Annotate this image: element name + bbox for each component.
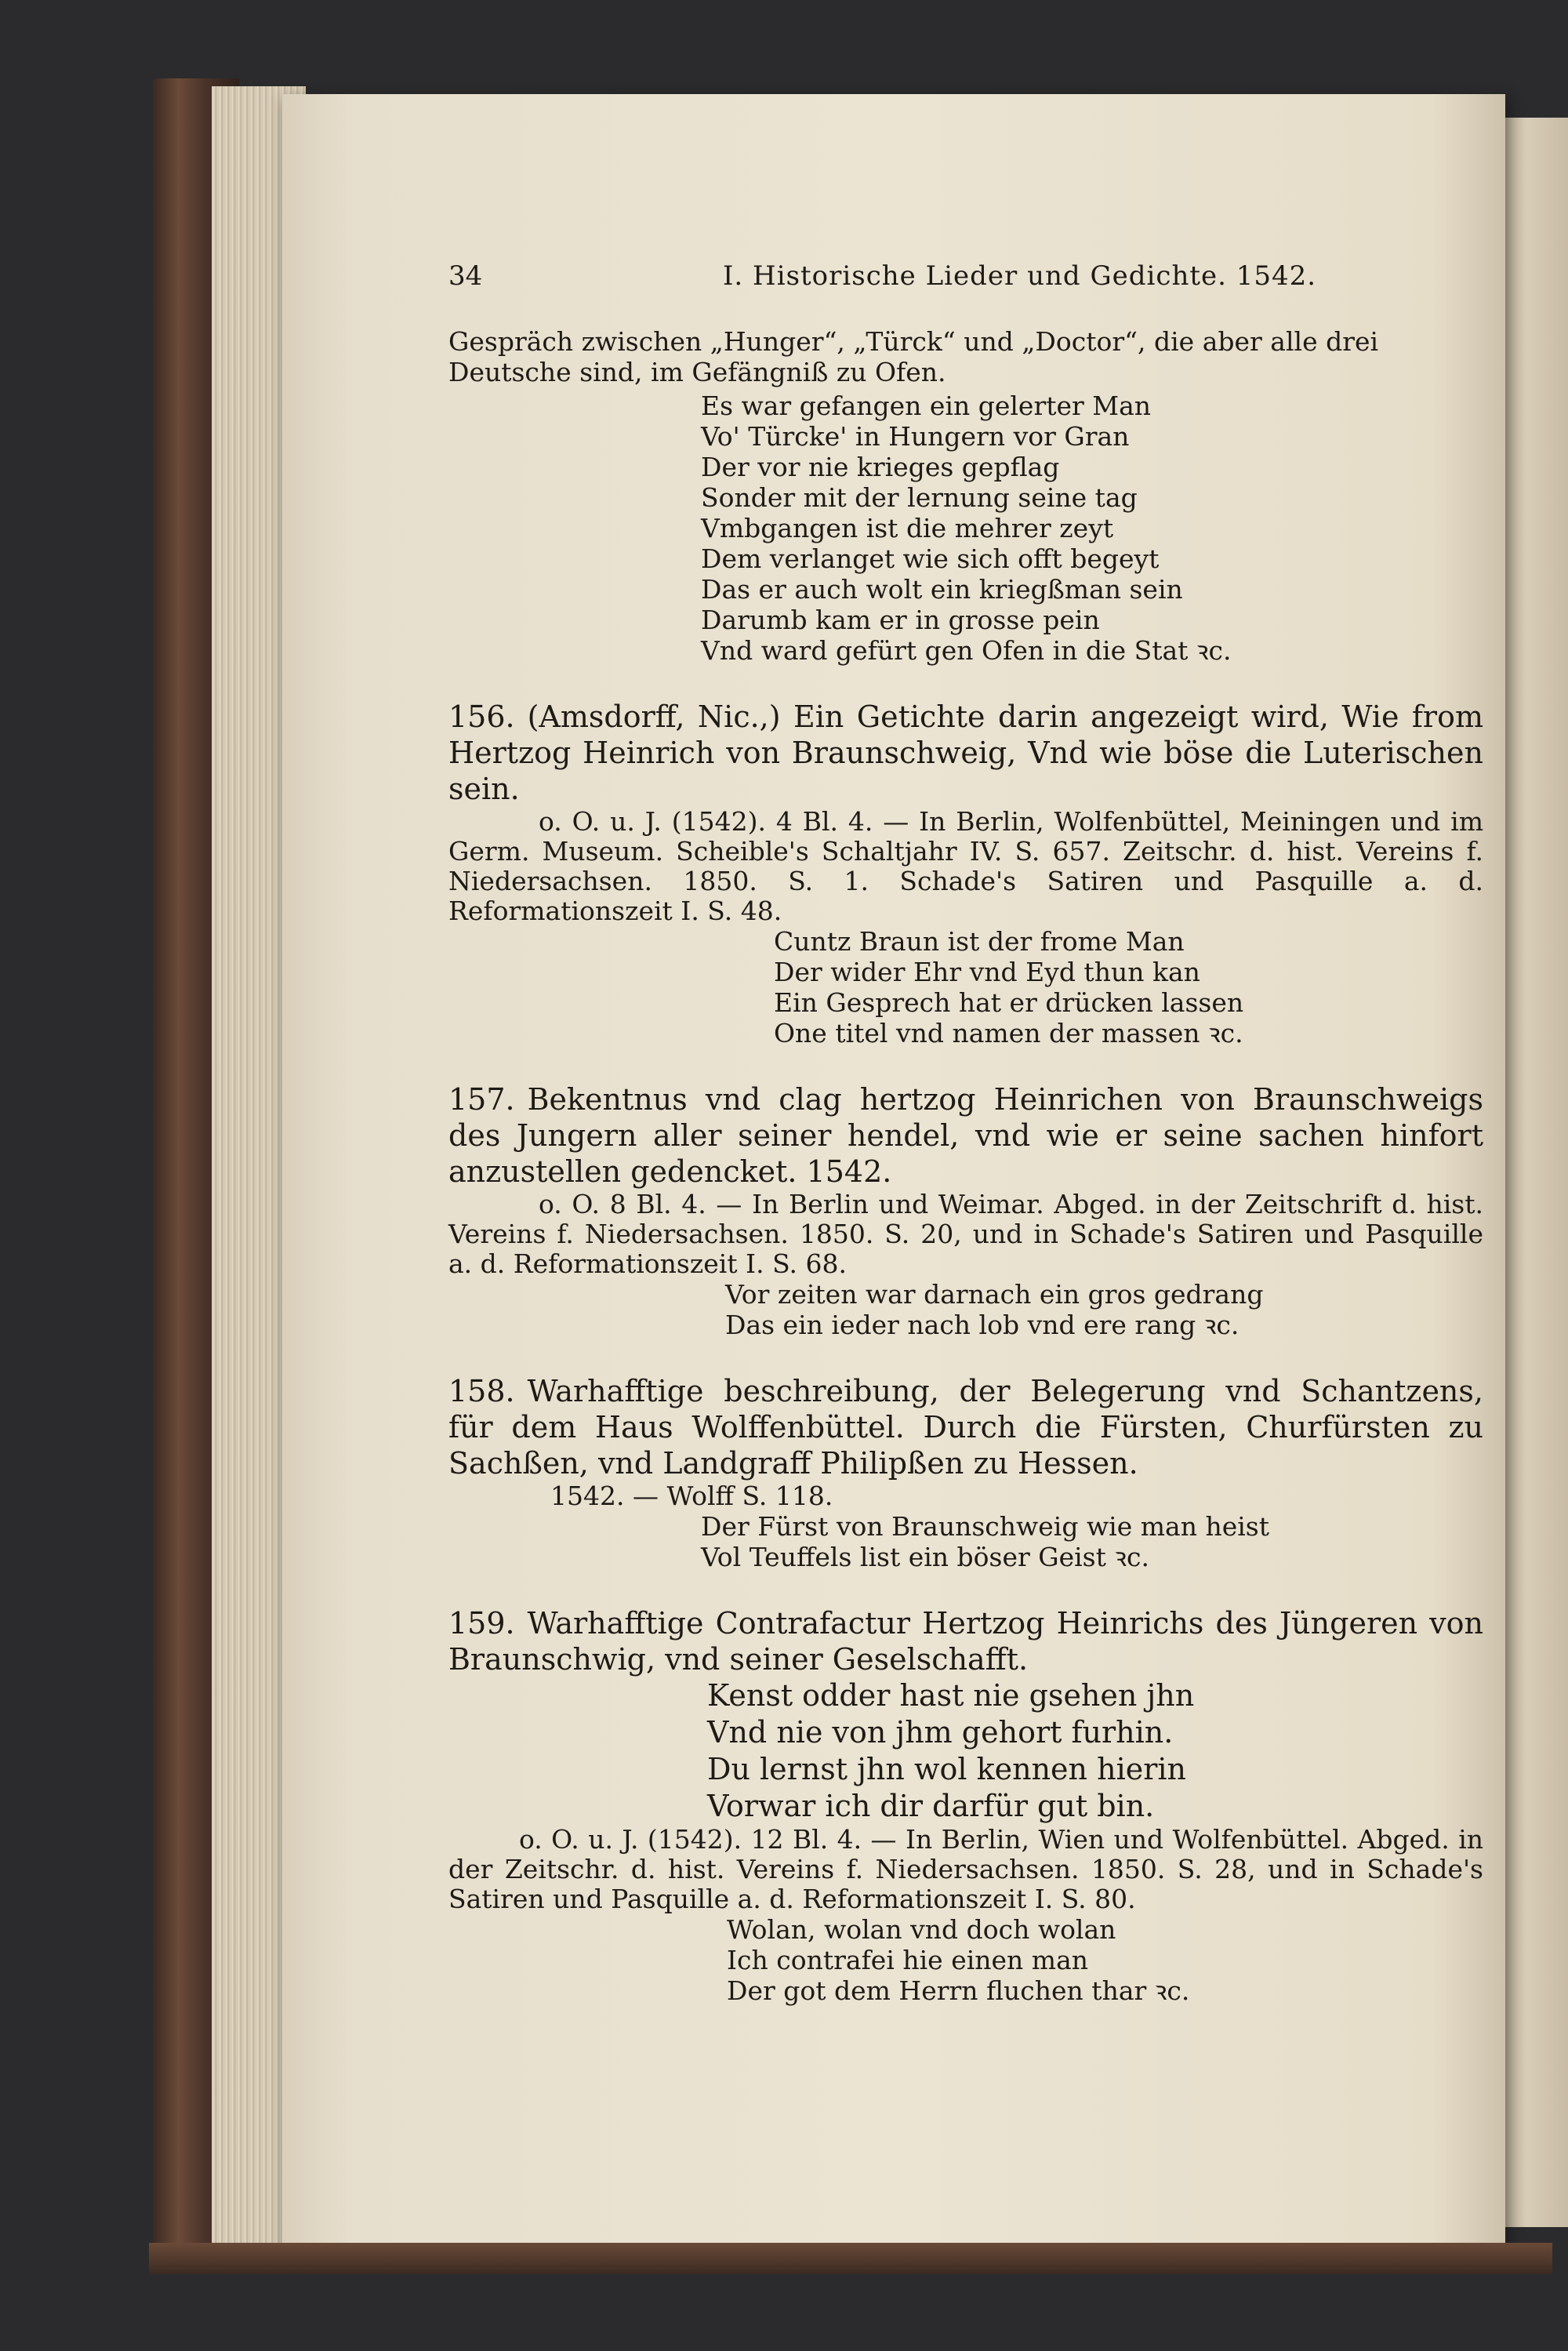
entry-verses [448, 1511, 1483, 1572]
page-number: 34 [448, 260, 483, 292]
verse-line: Ich contrafei hie einen man [727, 1945, 1089, 1975]
page-header [448, 260, 1483, 292]
entry-number: 158. [448, 1374, 515, 1408]
entry-bibliography: o. O. 8 Bl. 4. — In Berlin und Weimar. Abged. in der Zeitschrift d. hist. Vereins f. Niedersachsen. 1850. S. 20, und in Schade's Satiren und Pasquille a. d. Reformationszeit I. S. 68. [448, 1189, 1483, 1279]
entry-verses [448, 1914, 1483, 2006]
entry-157 [448, 1081, 1483, 1340]
entry-number: 156. [448, 699, 515, 734]
verse-line: Vmbgangen ist die mehrer zeyt [701, 513, 1114, 543]
entry-bibliography: o. O. u. J. (1542). 4 Bl. 4. — In Berlin, Wolfenbüttel, Meiningen und im Germ. Museum. Scheible's Schaltjahr IV. S. 657. Zeitschr. d. hist. Vereins f. Niedersachsen. 1850. S. 1. Schade's Satiren und Pasquille a. d. Reformationszeit I. S. 48. [448, 806, 1483, 926]
intro-text: Gespräch zwischen „Hunger“, „Türck“ und „Doctor“, die aber alle drei Deutsche sind, im Gefängniß zu Ofen. [448, 326, 1379, 387]
entry-title-text: (Amsdorff, Nic.,) Ein Getichte darin angezeigt wird, Wie from Hertzog Heinrich von Braunschweig, Vnd wie böse die Luterischen sein. [448, 699, 1483, 806]
verse-line: Ein Gesprech hat er drücken lassen [774, 987, 1244, 1018]
entry-verses [448, 1279, 1483, 1340]
verse-line: Der wider Ehr vnd Eyd thun kan [774, 957, 1200, 987]
page-content [448, 260, 1483, 2006]
entry-verses [448, 926, 1483, 1048]
entry-title [448, 1373, 1483, 1481]
verse-line: Darumb kam er in grosse pein [701, 605, 1100, 635]
title-verses [448, 1677, 1483, 1825]
verse-line: Es war gefangen ein gelerter Man [701, 391, 1152, 421]
verse-line: Wolan, wolan vnd doch wolan [727, 1914, 1116, 1945]
verse-line: Vnd ward gefürt gen Ofen in die Stat ꝛc. [701, 635, 1232, 666]
entry-number: 157. [448, 1082, 515, 1117]
verse-line: Du lernst jhn wol kennen hierin [707, 1752, 1187, 1786]
entry-title [448, 1605, 1483, 1677]
entry-title-text: Warhafftige Contrafactur Hertzog Heinrichs des Jüngeren von Braunschwig, vnd seiner Geselschafft. [448, 1606, 1483, 1677]
entry-158 [448, 1373, 1483, 1572]
verse-line: Dem verlanget wie sich offt begeyt [701, 543, 1160, 574]
verse-line: Vnd nie von jhm gehort furhin. [707, 1715, 1174, 1750]
intro-verses [448, 391, 1483, 666]
verse-line: Vol Teuffels list ein böser Geist ꝛc. [701, 1542, 1149, 1572]
verse-line: Das ein ieder nach lob vnd ere rang ꝛc. [725, 1310, 1240, 1340]
verse-line: Cuntz Braun ist der frome Man [774, 926, 1185, 957]
entry-bibliography: o. O. u. J. (1542). 12 Bl. 4. — In Berlin, Wien und Wolfenbüttel. Abged. in der Zeitschr. d. hist. Vereins f. Niedersachsen. 1850. S. 28, und in Schade's Satiren und Pasquille a. d. Reformationszeit I. S. 80. [448, 1824, 1483, 1914]
verse-line: Sonder mit der lernung seine tag [701, 482, 1138, 513]
entry-title-text: Bekentnus vnd clag hertzog Heinrichen von Braunschweigs des Jungern aller seiner hendel, vnd wie er seine sachen hinfort anzustellen gedencket. 1542. [448, 1082, 1483, 1189]
entry-title-text: Warhafftige beschreibung, der Belegerung vnd Schantzens, für dem Haus Wolffenbüttel. Durch die Fürsten, Churfürsten zu Sachßen, vnd Landgraff Philipßen zu Hessen. [448, 1374, 1483, 1481]
verse-line: Der vor nie krieges gepflag [701, 452, 1060, 482]
entry-bibliography: 1542. — Wolff S. 118. [550, 1481, 833, 1511]
verse-line: Der got dem Herrn fluchen thar ꝛc. [727, 1975, 1190, 2006]
running-head: I. Historische Lieder und Gedichte. 1542. [723, 260, 1317, 292]
verse-line: Vo' Türcke' in Hungern vor Gran [701, 421, 1130, 452]
entry-title [448, 699, 1483, 807]
facing-page-edge [1499, 118, 1568, 2227]
verse-line: One titel vnd namen der massen ꝛc. [774, 1018, 1243, 1048]
verse-line: Der Fürst von Braunschweig wie man heist [701, 1511, 1270, 1542]
verse-line: Das er auch wolt ein kriegßman sein [701, 574, 1183, 605]
verse-line: Kenst odder hast nie gsehen jhn [707, 1678, 1195, 1713]
book-cover-bottom [149, 2243, 1552, 2274]
verse-line: Vor zeiten war darnach ein gros gedrang [725, 1279, 1264, 1310]
entry-number: 159. [448, 1606, 515, 1641]
entry-156 [448, 699, 1483, 1048]
entry-159 [448, 1605, 1483, 2006]
entry-title [448, 1081, 1483, 1190]
verse-line: Vorwar ich dir darfür gut bin. [707, 1789, 1155, 1823]
intro-section [448, 326, 1483, 666]
